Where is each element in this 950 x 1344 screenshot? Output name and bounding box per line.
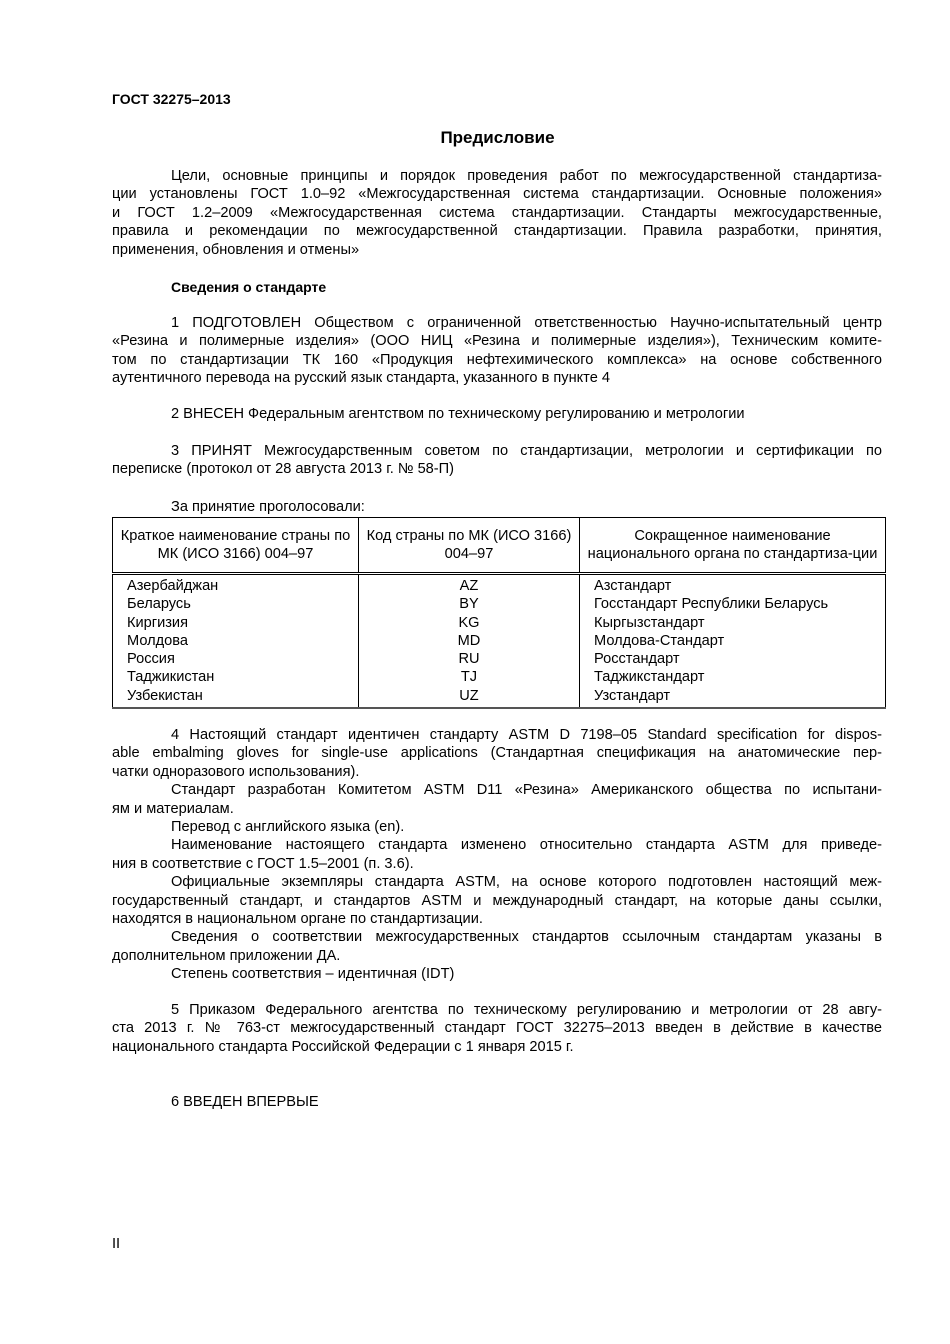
country-cell: Азербайджан: [113, 574, 359, 596]
item-3-adopted: [112, 442, 882, 479]
body-cell: Узстандарт: [580, 687, 886, 708]
item-1-prepared: [112, 314, 882, 388]
table-row: [113, 632, 886, 650]
text-line: Цели, основные принципы и порядок проведения работ по межгосударственной стандартиза-: [171, 168, 882, 184]
item-4-identity: [112, 726, 882, 984]
page-title: Предисловие: [440, 128, 555, 147]
code-cell: UZ: [359, 687, 580, 708]
text-line: able embalming gloves for single-use applications (Стандартная спецификация на анатомические пер-: [112, 745, 882, 762]
text-line: правила и рекомендации по межгосударственной стандартизации. Правила разработки, принятия,: [112, 223, 882, 240]
paragraph: [112, 836, 882, 873]
text-line: Стандарт разработан Комитетом ASTM D11 «Резина» Американского общества по испытани-: [171, 782, 882, 799]
code-cell: TJ: [359, 668, 580, 686]
country-cell: Молдова: [113, 632, 359, 650]
text-line: и ГОСТ 1.2–2009 «Межгосударственная система стандартизации. Стандарты межгосударственные,: [112, 204, 882, 221]
country-cell: Узбекистан: [113, 687, 359, 708]
text-line: 3 ПРИНЯТ Межгосударственным советом по стандартизации, метрологии и сертификации по: [171, 443, 882, 459]
table-row: [113, 574, 886, 596]
text-line: том по стандартизации ТК 160 «Продукция нефтехимического комплекса» на основе собственного: [112, 351, 882, 368]
text-line: 5 Приказом Федерального агентства по техническому регулированию и метрологии от 28 авгу-: [171, 1002, 882, 1018]
body-cell: Азстандарт: [580, 574, 886, 596]
page-number: II: [112, 1236, 121, 1252]
text-line: ста 2013 г. № 763-ст межгосударственный стандарт ГОСТ 32275–2013 введен в действие в качестве: [112, 1020, 882, 1037]
table-row: [113, 595, 886, 613]
paragraph: [112, 928, 882, 965]
country-cell: Киргизия: [113, 614, 359, 632]
voting-countries-table: [112, 517, 886, 709]
document-header: ГОСТ 32275–2013: [112, 91, 231, 107]
text-line: 2 ВНЕСЕН Федеральным агентством по техническому регулированию и метрологии: [171, 406, 745, 422]
text-line: переписке (протокол от 28 августа 2013 г. № 58-П): [112, 461, 455, 478]
section-heading: Сведения о стандарте: [171, 279, 327, 295]
text-line: 4 Настоящий стандарт идентичен стандарту ASTM D 7198–05 Standard specification for dispos-: [171, 727, 882, 743]
table-row: [113, 650, 886, 668]
body-cell: Таджикстандарт: [580, 668, 886, 686]
text-line: дополнительном приложении ДА.: [112, 947, 341, 964]
vote-label: [112, 498, 882, 516]
country-cell: Россия: [113, 650, 359, 668]
text-line: аутентичного перевода на русский язык стандарта, указанного в пункте 4: [112, 370, 610, 387]
paragraph: [112, 818, 882, 836]
table-row: [113, 687, 886, 708]
header-code: Код страны по МК (ИСО 3166) 004–97: [359, 518, 580, 574]
body-cell: Росстандарт: [580, 650, 886, 668]
table-row: [113, 668, 886, 686]
text-line: Сведения о соответствии межгосударственных стандартов ссылочным стандартам указаны в: [171, 929, 882, 946]
code-cell: RU: [359, 650, 580, 668]
text-line: 1 ПОДГОТОВЛЕН Обществом с ограниченной ответственностью Научно-испытательный центр: [171, 315, 882, 331]
paragraph: [112, 726, 882, 781]
text-line: ции установлены ГОСТ 1.0–92 «Межгосударственная система стандартизации. Основные положения»: [112, 186, 882, 203]
paragraph: [112, 965, 882, 983]
header-country: Краткое наименование страны по МК (ИСО 3166) 004–97: [113, 518, 359, 574]
text-line: Перевод с английского языка (en).: [171, 819, 405, 836]
text-line: «Резина и полимерные изделия» (ООО НИЦ «Резина и полимерные изделия»), Техническим комите-: [112, 333, 882, 350]
text-line: государственный стандарт, и стандартов ASTM и международный стандарт, на которые даны ссылки,: [112, 892, 882, 909]
text-line: ям и материалам.: [112, 800, 234, 817]
country-cell: Беларусь: [113, 595, 359, 613]
text-line: ния в соответствие с ГОСТ 1.5–2001 (п. 3.6).: [112, 855, 414, 872]
text-line: национального стандарта Российской Федерации с 1 января 2015 г.: [112, 1038, 574, 1055]
text-line: За принятие проголосовали:: [171, 499, 365, 515]
body-cell: Госстандарт Республики Беларусь: [580, 595, 886, 613]
text-line: находятся в национальном органе по стандартизации.: [112, 911, 483, 928]
text-line: применения, обновления и отмены»: [112, 241, 360, 258]
item-6-first-introduced: [112, 1093, 882, 1111]
paragraph: [112, 873, 882, 928]
code-cell: MD: [359, 632, 580, 650]
text-line: 6 ВВЕДЕН ВПЕРВЫЕ: [171, 1094, 319, 1110]
item-2-submitted: [112, 405, 882, 423]
code-cell: AZ: [359, 574, 580, 596]
code-cell: BY: [359, 595, 580, 613]
paragraph: [112, 781, 882, 818]
item-5-order: [112, 1001, 882, 1056]
text-line: Наименование настоящего стандарта изменено относительно стандарта ASTM для приведе-: [171, 837, 882, 854]
country-cell: Таджикистан: [113, 668, 359, 686]
header-body: Сокращенное наименование национального органа по стандартиза-ции: [580, 518, 886, 574]
code-cell: KG: [359, 614, 580, 632]
text-line: чатки одноразового использования).: [112, 763, 360, 780]
text-line: Степень соответствия – идентичная (IDT): [171, 966, 455, 983]
intro-paragraph: [112, 167, 882, 259]
body-cell: Молдова-Стандарт: [580, 632, 886, 650]
table-row: [113, 614, 886, 632]
body-cell: Кыргызстандарт: [580, 614, 886, 632]
table-header-row: [113, 518, 886, 574]
text-line: Официальные экземпляры стандарта ASTM, на основе которого подготовлен настоящий меж-: [171, 874, 882, 891]
